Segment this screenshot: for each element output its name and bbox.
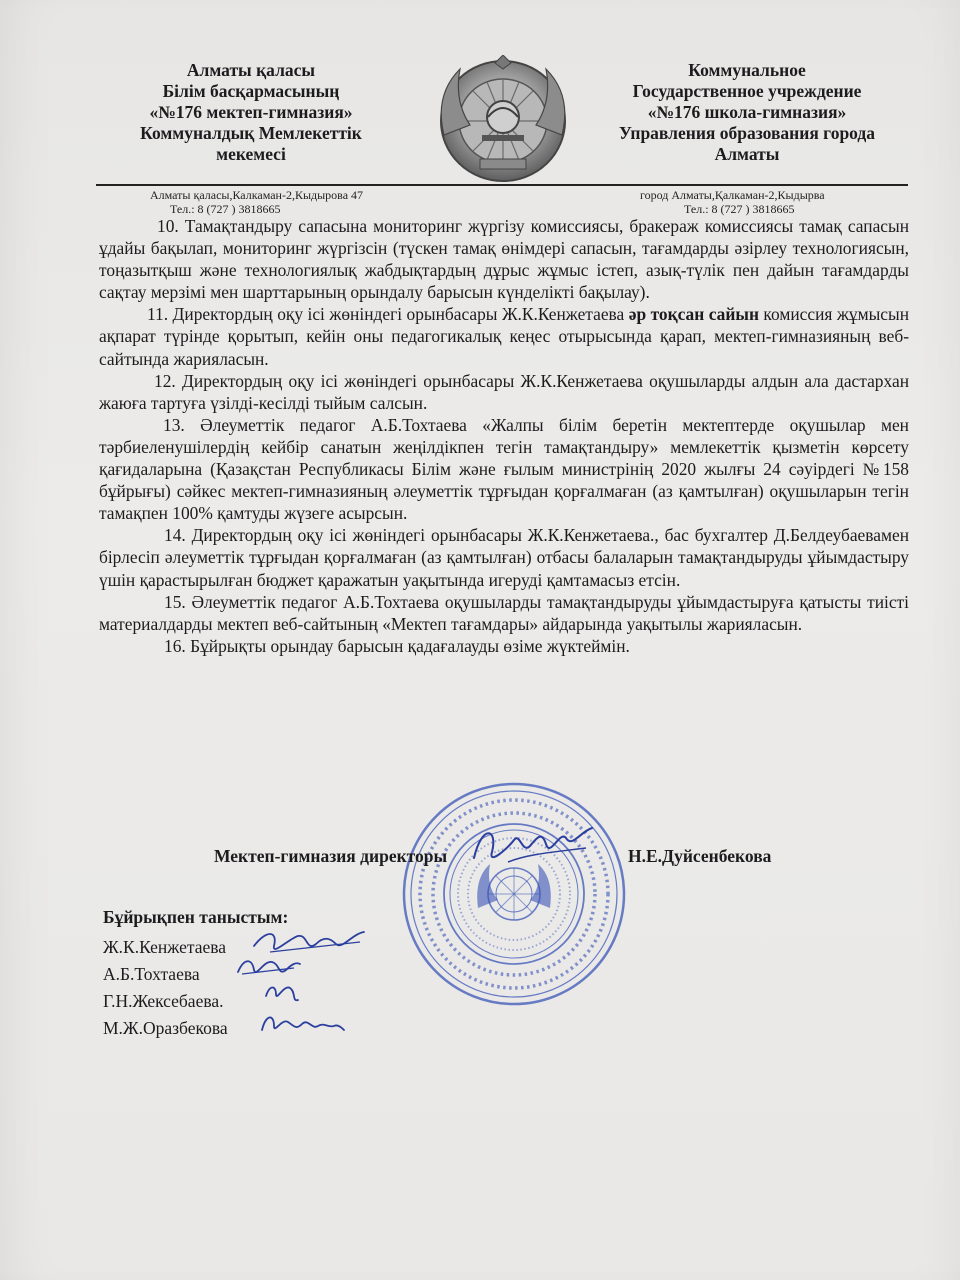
- address-left-phone: Тел.: 8 (727 ) 3818665: [170, 202, 281, 216]
- paragraph-11-text-end: комиссия жұмысын ақпарат түрінде қорытып, кейін оны педагогикалық кеңес отырысында қарап, мектеп-гимназияның веб-сайтында жариялаcын.: [99, 304, 909, 369]
- header-left-line: Коммуналдық Мемлекеттік: [140, 123, 362, 143]
- director-signature-icon: [468, 818, 598, 878]
- header-right-line: Коммунальное: [688, 60, 806, 80]
- address-left: [150, 188, 363, 216]
- official-stamp-icon: [398, 778, 630, 1010]
- paragraph-16: 16. Бұйрықты орындау барысын қадағалауды өзіме жүктеймін.: [164, 635, 630, 656]
- header-right-line: Государственное учреждение: [632, 81, 862, 101]
- director-name: Н.Е.Дуйсенбекова: [628, 846, 772, 866]
- state-emblem-icon: [430, 55, 576, 185]
- paragraph-11: [99, 303, 909, 369]
- header-left-kz: [106, 60, 396, 165]
- acknowledgement-name: Г.Н.Жексебаева.: [103, 991, 224, 1011]
- address-left-street: Алматы қаласы,Калкаман-2,Кыдырова 47: [150, 188, 364, 202]
- header-left-line: Алматы қаласы: [186, 60, 316, 80]
- paragraph-12: 12. Директордың оқу ісі жөніндегі орынбасары Ж.К.Кенжетаева оқушыларды алдын ала дастархан жаюға тартуға үзілді-кесілді тыйым салсын.: [99, 370, 909, 413]
- paragraph-15: 15. Әлеуметтік педагог А.Б.Тохтаева оқушыларды тамақтандыруды ұйымдастыруға қатысты тиісті материалдарды мектеп веб-сайтының «Мектеп тағамдары» айдарында уақытылы жариялаcын.: [99, 591, 909, 634]
- acknowledgement-name: А.Б.Тохтаева: [103, 964, 200, 984]
- header-divider: [96, 184, 908, 186]
- acknowledgement-title: Бұйрықпен таныстым:: [103, 907, 289, 927]
- header-left-line: Білім басқармасының: [162, 81, 340, 101]
- director-title: Мектеп-гимназия директоры: [214, 846, 448, 866]
- header-right-line: Управления образования города: [618, 123, 876, 143]
- acknowledgement-list: [103, 934, 228, 1042]
- paragraph-11-text: 11. Директордың оқу ісі жөніндегі орынбасары Ж.К.Кенжетаева: [147, 304, 629, 325]
- paragraph-10: 10. Тамақтандыру сапасына мониторинг жүргізу комиссиясы, бракераж комиссиясы тамақ сапасын ұдайы бақылап, мониторинг жүргізсін (түскен тамақ өнімдері сапасын, тағамдарды әзірлеу технологиясын, тоңазытқыш және технологиялық жабдықтардың дұрыс жұмыс істеп, азық-түлік пен дайын тағамдарды сақтау мерзімі мен шарттарының орындалу барысын күнделікті бақылау).: [99, 216, 909, 303]
- header-right-line: Алматы: [714, 144, 780, 164]
- signature-3-icon: [262, 978, 302, 1006]
- paragraph-11-bold: әр тоқсан сайын: [628, 304, 759, 325]
- paragraph-13: 13. Әлеуметтік педагог А.Б.Тохтаева «Жалпы білім беретін мектептерде оқушылар мен тәрбиеленушілердің кейбір санатын жеңілдікпен тегін тамақтандыру» мемлекеттік қызметін көрсету қағидаларына (Қазақстан Республикасы Білім және ғылым министрінің 2020 жылғы 24 сәуірдегі №158 бұйрығы) сәйкес мектеп-гимназияның әлеуметтік тұрғыдан қорғалмаған (аз қамтылған) оқушыларын тегін тамақпен 100% қамтуды жүзеге асырсын.: [99, 414, 909, 524]
- acknowledgement-name: Ж.К.Кенжетаева: [103, 937, 227, 957]
- address-right-phone: Тел.: 8 (727 ) 3818665: [684, 202, 795, 216]
- header-left-line: мекемесі: [216, 144, 286, 164]
- address-right-street: город Алматы,Қалкаман-2,Кыдырва: [640, 188, 825, 202]
- header-right-line: «№176 школа-гимназия»: [647, 102, 847, 122]
- acknowledgement-name: М.Ж.Оразбекова: [103, 1018, 228, 1038]
- signature-4-icon: [258, 1008, 348, 1038]
- order-body: [99, 215, 909, 657]
- paragraph-14: 14. Директордың оқу ісі жөніндегі орынбасары Ж.К.Кенжетаева., бас бухгалтер Д.Белдеубаевамен бірлесіп әлеуметтік тұрғыдан қорғалмаған (аз қамтылған) отбасы балаларын тамақтандыруды ұйымдастыру үшін қарастырылған бюджет қаражатын уақытында игеруді қамтамасыз етсін.: [99, 525, 909, 590]
- header-left-line: «№176 мектеп-гимназия»: [149, 102, 353, 122]
- header-right-ru: [592, 60, 902, 165]
- address-right: [640, 188, 825, 216]
